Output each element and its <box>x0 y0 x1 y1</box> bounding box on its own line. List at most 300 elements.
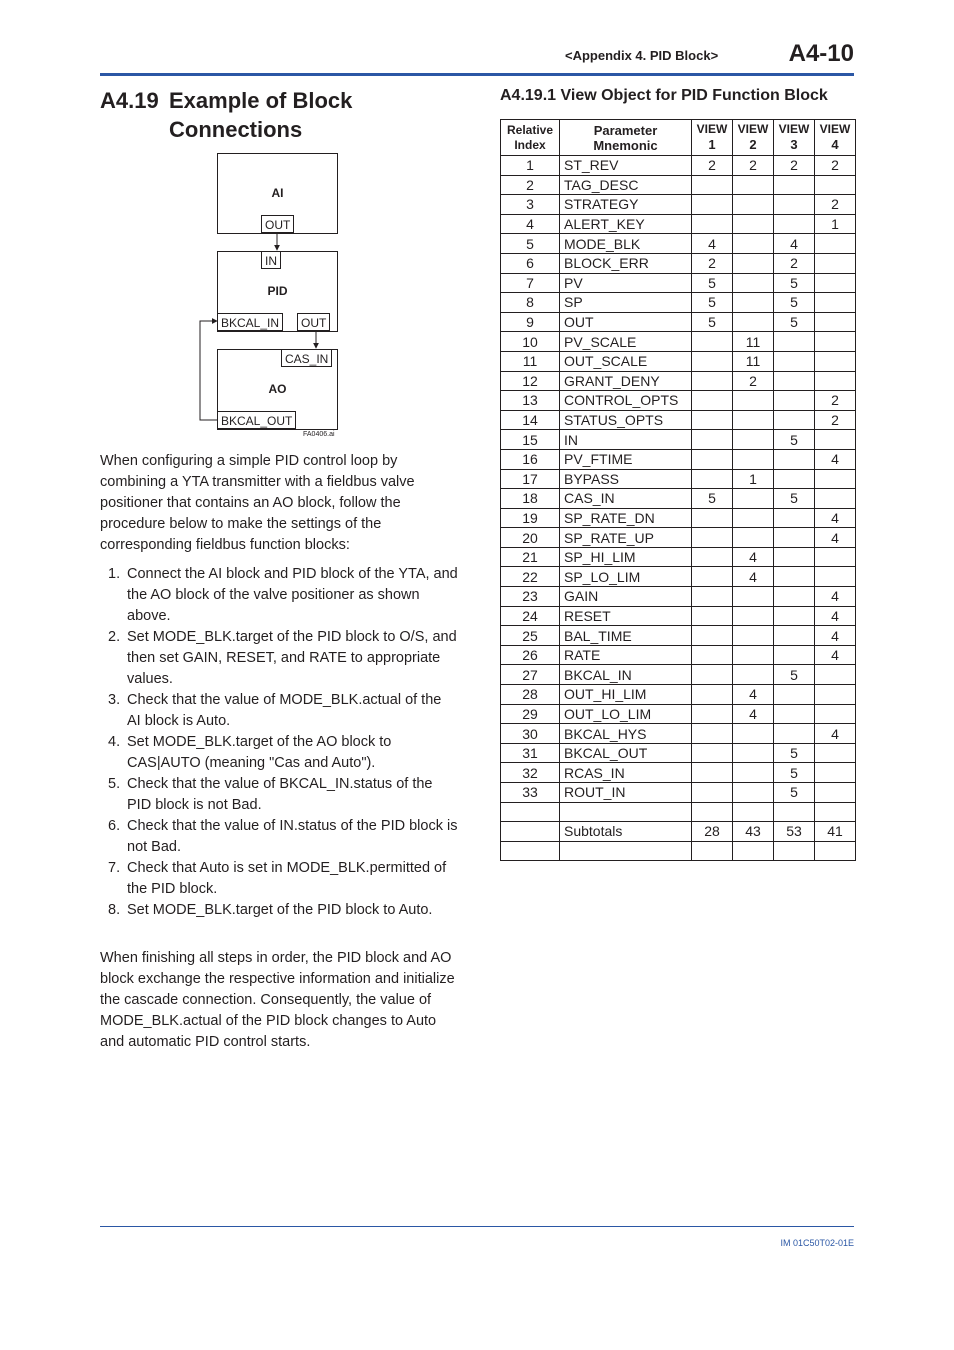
view1-cell <box>692 547 733 567</box>
view4-cell <box>815 332 856 352</box>
view3-cell <box>774 351 815 371</box>
relative-index-cell: 22 <box>501 567 560 587</box>
mnemonic-cell: BAL_TIME <box>560 626 692 646</box>
mnemonic-cell: STRATEGY <box>560 195 692 215</box>
view1-cell <box>692 802 733 822</box>
view4-cell <box>815 665 856 685</box>
view2-cell <box>733 528 774 548</box>
view4-cell <box>815 273 856 293</box>
pid-block-label: PID <box>267 284 288 298</box>
view4-cell <box>815 430 856 450</box>
ai-block <box>217 153 338 234</box>
view4-cell <box>815 351 856 371</box>
view1-cell <box>692 763 733 783</box>
section-number: A4.19 <box>100 88 159 113</box>
view2-cell <box>733 606 774 626</box>
step-number: 1. <box>108 566 121 582</box>
relative-index-cell: 13 <box>501 391 560 411</box>
mnemonic-cell: GRANT_DENY <box>560 371 692 391</box>
table-row <box>501 410 856 430</box>
view1-cell <box>692 704 733 724</box>
view4-cell <box>815 802 856 822</box>
relative-index-cell: 15 <box>501 430 560 450</box>
view4-cell: 2 <box>815 195 856 215</box>
table-row <box>501 253 856 273</box>
view3-cell <box>774 645 815 665</box>
relative-index-cell: 3 <box>501 195 560 215</box>
table-row <box>501 214 856 234</box>
view3-cell: 5 <box>774 783 815 803</box>
view1-cell <box>692 371 733 391</box>
view1-cell <box>692 626 733 646</box>
relative-index-cell: 4 <box>501 214 560 234</box>
relative-index-cell: 24 <box>501 606 560 626</box>
relative-index-cell: 7 <box>501 273 560 293</box>
mnemonic-cell: STATUS_OPTS <box>560 410 692 430</box>
view3-cell <box>774 332 815 352</box>
view1-cell <box>692 430 733 450</box>
view4-cell: 4 <box>815 606 856 626</box>
list-item <box>100 858 458 900</box>
view4-cell: 4 <box>815 645 856 665</box>
view1-cell: 5 <box>692 489 733 509</box>
view2-cell <box>733 587 774 607</box>
intro-paragraph: When configuring a simple PID control loop by combining a YTA transmitter with a fieldbus valve positioner that contains an AO block, follow the procedure below to make the settings of the corresponding fieldbus function blocks: <box>100 453 415 553</box>
mnemonic-cell: CONTROL_OPTS <box>560 391 692 411</box>
figure-id: FA0406.ai <box>303 431 335 438</box>
view2-cell: 4 <box>733 685 774 705</box>
view4-cell <box>815 841 856 861</box>
step-text: Set MODE_BLK.target of the PID block to O/S, and then set GAIN, RESET, and RATE to appropriate values. <box>127 629 457 687</box>
view4-cell <box>815 293 856 313</box>
relative-index-cell: 2 <box>501 175 560 195</box>
view2-cell <box>733 665 774 685</box>
table-row <box>501 371 856 391</box>
view3-cell <box>774 587 815 607</box>
view4-cell <box>815 547 856 567</box>
relative-index-cell: 10 <box>501 332 560 352</box>
table-row <box>501 802 856 822</box>
mnemonic-cell: ALERT_KEY <box>560 214 692 234</box>
mnemonic-cell: SP <box>560 293 692 313</box>
header-view-3: VIEW 3 <box>774 120 815 156</box>
relative-index-cell: 6 <box>501 253 560 273</box>
view4-cell: 2 <box>815 391 856 411</box>
view4-cell <box>815 234 856 254</box>
view2-cell <box>733 508 774 528</box>
view3-cell: 2 <box>774 253 815 273</box>
relative-index-cell: 16 <box>501 449 560 469</box>
mnemonic-cell: CAS_IN <box>560 489 692 509</box>
step-text: Check that Auto is set in MODE_BLK.permitted of the PID block. <box>127 860 447 897</box>
relative-index-cell: 27 <box>501 665 560 685</box>
view3-cell: 5 <box>774 665 815 685</box>
view4-cell: 4 <box>815 528 856 548</box>
view4-cell <box>815 371 856 391</box>
view2-cell <box>733 724 774 744</box>
list-item <box>100 564 458 627</box>
view3-cell <box>774 449 815 469</box>
relative-index-cell: 18 <box>501 489 560 509</box>
step-number: 8. <box>108 902 121 918</box>
table-row <box>501 293 856 313</box>
mnemonic-cell: OUT <box>560 312 692 332</box>
mnemonic-cell: PV <box>560 273 692 293</box>
view2-cell <box>733 410 774 430</box>
mnemonic-cell: IN <box>560 430 692 450</box>
section-title-line2: Connections <box>169 117 303 142</box>
mnemonic-cell: ROUT_IN <box>560 783 692 803</box>
table-row <box>501 783 856 803</box>
header-relative-index: Relative Index <box>501 120 560 156</box>
table-row <box>501 685 856 705</box>
view1-cell <box>692 743 733 763</box>
table-row <box>501 567 856 587</box>
view4-cell <box>815 763 856 783</box>
view3-cell <box>774 704 815 724</box>
ao-block <box>217 349 338 430</box>
mnemonic-cell: OUT_LO_LIM <box>560 704 692 724</box>
view4-cell <box>815 783 856 803</box>
mnemonic-cell: BLOCK_ERR <box>560 253 692 273</box>
mnemonic-cell: RESET <box>560 606 692 626</box>
procedure-steps <box>100 564 458 921</box>
view3-cell <box>774 410 815 430</box>
relative-index-cell: 31 <box>501 743 560 763</box>
view2-cell: 11 <box>733 332 774 352</box>
mnemonic-cell: TAG_DESC <box>560 175 692 195</box>
view2-cell <box>733 489 774 509</box>
mnemonic-cell <box>560 802 692 822</box>
view3-cell: 5 <box>774 273 815 293</box>
mnemonic-cell: BKCAL_IN <box>560 665 692 685</box>
mnemonic-cell: Subtotals <box>560 822 692 842</box>
view3-cell <box>774 685 815 705</box>
relative-index-cell: 9 <box>501 312 560 332</box>
step-number: 7. <box>108 860 121 876</box>
view2-cell <box>733 430 774 450</box>
view3-cell <box>774 841 815 861</box>
view3-cell: 5 <box>774 312 815 332</box>
relative-index-cell: 25 <box>501 626 560 646</box>
step-number: 4. <box>108 734 121 750</box>
header-view-4: VIEW 4 <box>815 120 856 156</box>
mnemonic-cell: RCAS_IN <box>560 763 692 783</box>
view3-cell <box>774 802 815 822</box>
table-row <box>501 195 856 215</box>
view2-cell <box>733 841 774 861</box>
table-row <box>501 743 856 763</box>
view1-cell <box>692 645 733 665</box>
relative-index-cell <box>501 841 560 861</box>
view3-cell: 2 <box>774 156 815 176</box>
view2-cell <box>733 214 774 234</box>
section-title-line1: Example of Block <box>169 88 353 113</box>
table-row <box>501 547 856 567</box>
view1-cell: 28 <box>692 822 733 842</box>
view4-cell <box>815 469 856 489</box>
view2-cell <box>733 763 774 783</box>
view2-cell: 2 <box>733 156 774 176</box>
view3-cell <box>774 547 815 567</box>
view2-cell: 4 <box>733 704 774 724</box>
pid-in-port: IN <box>261 251 281 269</box>
relative-index-cell <box>501 802 560 822</box>
relative-index-cell: 23 <box>501 587 560 607</box>
ao-cas-in-port: CAS_IN <box>281 349 332 367</box>
step-text: Set MODE_BLK.target of the PID block to Auto. <box>127 902 433 918</box>
pid-block <box>217 251 338 332</box>
mnemonic-cell: RATE <box>560 645 692 665</box>
view2-cell <box>733 312 774 332</box>
relative-index-cell: 14 <box>501 410 560 430</box>
view1-cell <box>692 332 733 352</box>
table-row <box>501 606 856 626</box>
table-row <box>501 273 856 293</box>
view2-cell <box>733 783 774 803</box>
table-row <box>501 469 856 489</box>
relative-index-cell: 32 <box>501 763 560 783</box>
view1-cell <box>692 410 733 430</box>
mnemonic-cell: OUT_SCALE <box>560 351 692 371</box>
list-item <box>100 816 458 858</box>
mnemonic-cell: PV_SCALE <box>560 332 692 352</box>
table-row <box>501 351 856 371</box>
table-row <box>501 234 856 254</box>
table-row <box>501 704 856 724</box>
table-body <box>501 156 856 861</box>
ai-block-label: AI <box>271 186 284 200</box>
view4-cell <box>815 253 856 273</box>
subsection-title: A4.19.1 View Object for PID Function Block <box>500 87 828 104</box>
view1-cell <box>692 351 733 371</box>
relative-index-cell: 20 <box>501 528 560 548</box>
view3-cell: 5 <box>774 743 815 763</box>
table-row <box>501 332 856 352</box>
list-item <box>100 900 458 921</box>
view3-cell <box>774 724 815 744</box>
view1-cell <box>692 841 733 861</box>
view3-cell <box>774 567 815 587</box>
view2-cell <box>733 273 774 293</box>
view4-cell <box>815 685 856 705</box>
view4-cell <box>815 312 856 332</box>
mnemonic-cell: BKCAL_OUT <box>560 743 692 763</box>
table-row <box>501 822 856 842</box>
view1-cell <box>692 469 733 489</box>
table-row <box>501 156 856 176</box>
mnemonic-cell: GAIN <box>560 587 692 607</box>
view2-cell <box>733 743 774 763</box>
header-parameter-mnemonic: Parameter Mnemonic <box>560 120 692 156</box>
view1-cell <box>692 567 733 587</box>
mnemonic-cell: OUT_HI_LIM <box>560 685 692 705</box>
step-text: Check that the value of BKCAL_IN.status of the PID block is not Bad. <box>127 776 433 813</box>
view2-cell <box>733 449 774 469</box>
mnemonic-cell: SP_RATE_DN <box>560 508 692 528</box>
relative-index-cell: 5 <box>501 234 560 254</box>
view2-cell <box>733 253 774 273</box>
step-number: 5. <box>108 776 121 792</box>
table-row <box>501 528 856 548</box>
mnemonic-cell: SP_RATE_UP <box>560 528 692 548</box>
relative-index-cell: 12 <box>501 371 560 391</box>
view3-cell: 5 <box>774 489 815 509</box>
view4-cell: 4 <box>815 724 856 744</box>
view1-cell <box>692 587 733 607</box>
table-row <box>501 508 856 528</box>
view3-cell: 5 <box>774 763 815 783</box>
view3-cell <box>774 371 815 391</box>
view3-cell <box>774 195 815 215</box>
view1-cell <box>692 665 733 685</box>
relative-index-cell: 8 <box>501 293 560 313</box>
view2-cell: 4 <box>733 567 774 587</box>
view1-cell <box>692 724 733 744</box>
mnemonic-cell: BYPASS <box>560 469 692 489</box>
step-text: Check that the value of IN.status of the PID block is not Bad. <box>127 818 458 855</box>
view1-cell: 5 <box>692 273 733 293</box>
view4-cell <box>815 704 856 724</box>
view4-cell: 2 <box>815 156 856 176</box>
mnemonic-cell: PV_FTIME <box>560 449 692 469</box>
table-row <box>501 645 856 665</box>
view3-cell: 4 <box>774 234 815 254</box>
view3-cell <box>774 469 815 489</box>
view1-cell: 4 <box>692 234 733 254</box>
view3-cell: 5 <box>774 430 815 450</box>
view1-cell <box>692 175 733 195</box>
view4-cell: 4 <box>815 508 856 528</box>
running-header-section: <Appendix 4. PID Block> <box>565 48 719 63</box>
view3-cell <box>774 214 815 234</box>
table-row <box>501 175 856 195</box>
step-text: Check that the value of MODE_BLK.actual of the AI block is Auto. <box>127 692 442 729</box>
table-row <box>501 312 856 332</box>
mnemonic-cell: SP_LO_LIM <box>560 567 692 587</box>
view3-cell <box>774 528 815 548</box>
view2-cell <box>733 626 774 646</box>
relative-index-cell: 29 <box>501 704 560 724</box>
view3-cell <box>774 508 815 528</box>
view4-cell <box>815 489 856 509</box>
view3-cell <box>774 606 815 626</box>
view1-cell <box>692 528 733 548</box>
mnemonic-cell: SP_HI_LIM <box>560 547 692 567</box>
table-row <box>501 841 856 861</box>
document-id: IM 01C50T02-01E <box>780 1238 854 1248</box>
outro-paragraph: When finishing all steps in order, the PID block and AO block exchange the respective information and initialize the cascade connection. Consequently, the value of MODE_BLK.actual of the PID block changes to Auto and automatic PID control starts. <box>100 950 455 1050</box>
footer-rule <box>100 1226 854 1227</box>
table-row <box>501 587 856 607</box>
view3-cell <box>774 626 815 646</box>
table-row <box>501 430 856 450</box>
step-number: 6. <box>108 818 121 834</box>
view2-cell <box>733 234 774 254</box>
view2-cell: 43 <box>733 822 774 842</box>
view3-cell: 53 <box>774 822 815 842</box>
block-connection-diagram <box>190 150 350 445</box>
view1-cell: 5 <box>692 312 733 332</box>
step-text: Set MODE_BLK.target of the AO block to CAS|AUTO (meaning "Cas and Auto"). <box>127 734 392 771</box>
view2-cell <box>733 175 774 195</box>
mnemonic-cell: MODE_BLK <box>560 234 692 254</box>
table-row <box>501 449 856 469</box>
view1-cell: 5 <box>692 293 733 313</box>
list-item <box>100 690 458 732</box>
view4-cell: 4 <box>815 626 856 646</box>
table-header-row <box>501 120 856 156</box>
view4-cell: 2 <box>815 410 856 430</box>
header-view-1: VIEW 1 <box>692 120 733 156</box>
view1-cell <box>692 606 733 626</box>
view1-cell <box>692 685 733 705</box>
relative-index-cell: 33 <box>501 783 560 803</box>
table-row <box>501 489 856 509</box>
view2-cell <box>733 391 774 411</box>
relative-index-cell: 26 <box>501 645 560 665</box>
view3-cell <box>774 175 815 195</box>
pid-bkcal-in-port: BKCAL_IN <box>217 313 283 331</box>
relative-index-cell: 30 <box>501 724 560 744</box>
header-rule <box>100 73 854 76</box>
view4-cell: 41 <box>815 822 856 842</box>
view2-cell: 11 <box>733 351 774 371</box>
table-row <box>501 763 856 783</box>
view4-cell: 4 <box>815 587 856 607</box>
mnemonic-cell: ST_REV <box>560 156 692 176</box>
ao-block-label: AO <box>268 382 287 396</box>
view4-cell <box>815 567 856 587</box>
view2-cell <box>733 645 774 665</box>
table-row <box>501 391 856 411</box>
view1-cell <box>692 783 733 803</box>
view1-cell <box>692 214 733 234</box>
view1-cell <box>692 391 733 411</box>
view2-cell <box>733 293 774 313</box>
ai-out-port: OUT <box>261 215 294 233</box>
table-row <box>501 626 856 646</box>
relative-index-cell: 11 <box>501 351 560 371</box>
view4-cell: 4 <box>815 449 856 469</box>
bkcal-feedback-line <box>200 321 218 420</box>
pid-out-port: OUT <box>297 313 330 331</box>
relative-index-cell: 19 <box>501 508 560 528</box>
view2-cell: 4 <box>733 547 774 567</box>
list-item <box>100 774 458 816</box>
relative-index-cell <box>501 822 560 842</box>
view4-cell <box>815 175 856 195</box>
mnemonic-cell: BKCAL_HYS <box>560 724 692 744</box>
section-title <box>100 86 352 144</box>
view1-cell: 2 <box>692 156 733 176</box>
relative-index-cell: 1 <box>501 156 560 176</box>
relative-index-cell: 28 <box>501 685 560 705</box>
list-item <box>100 732 458 774</box>
view2-cell <box>733 802 774 822</box>
page-number: A4-10 <box>788 40 854 67</box>
view-object-table <box>500 119 856 861</box>
step-number: 3. <box>108 692 121 708</box>
view1-cell <box>692 195 733 215</box>
step-text: Connect the AI block and PID block of the YTA, and the AO block of the valve positioner as shown above. <box>127 566 458 624</box>
view1-cell <box>692 508 733 528</box>
view4-cell: 1 <box>815 214 856 234</box>
view3-cell <box>774 391 815 411</box>
relative-index-cell: 21 <box>501 547 560 567</box>
view1-cell: 2 <box>692 253 733 273</box>
view3-cell: 5 <box>774 293 815 313</box>
